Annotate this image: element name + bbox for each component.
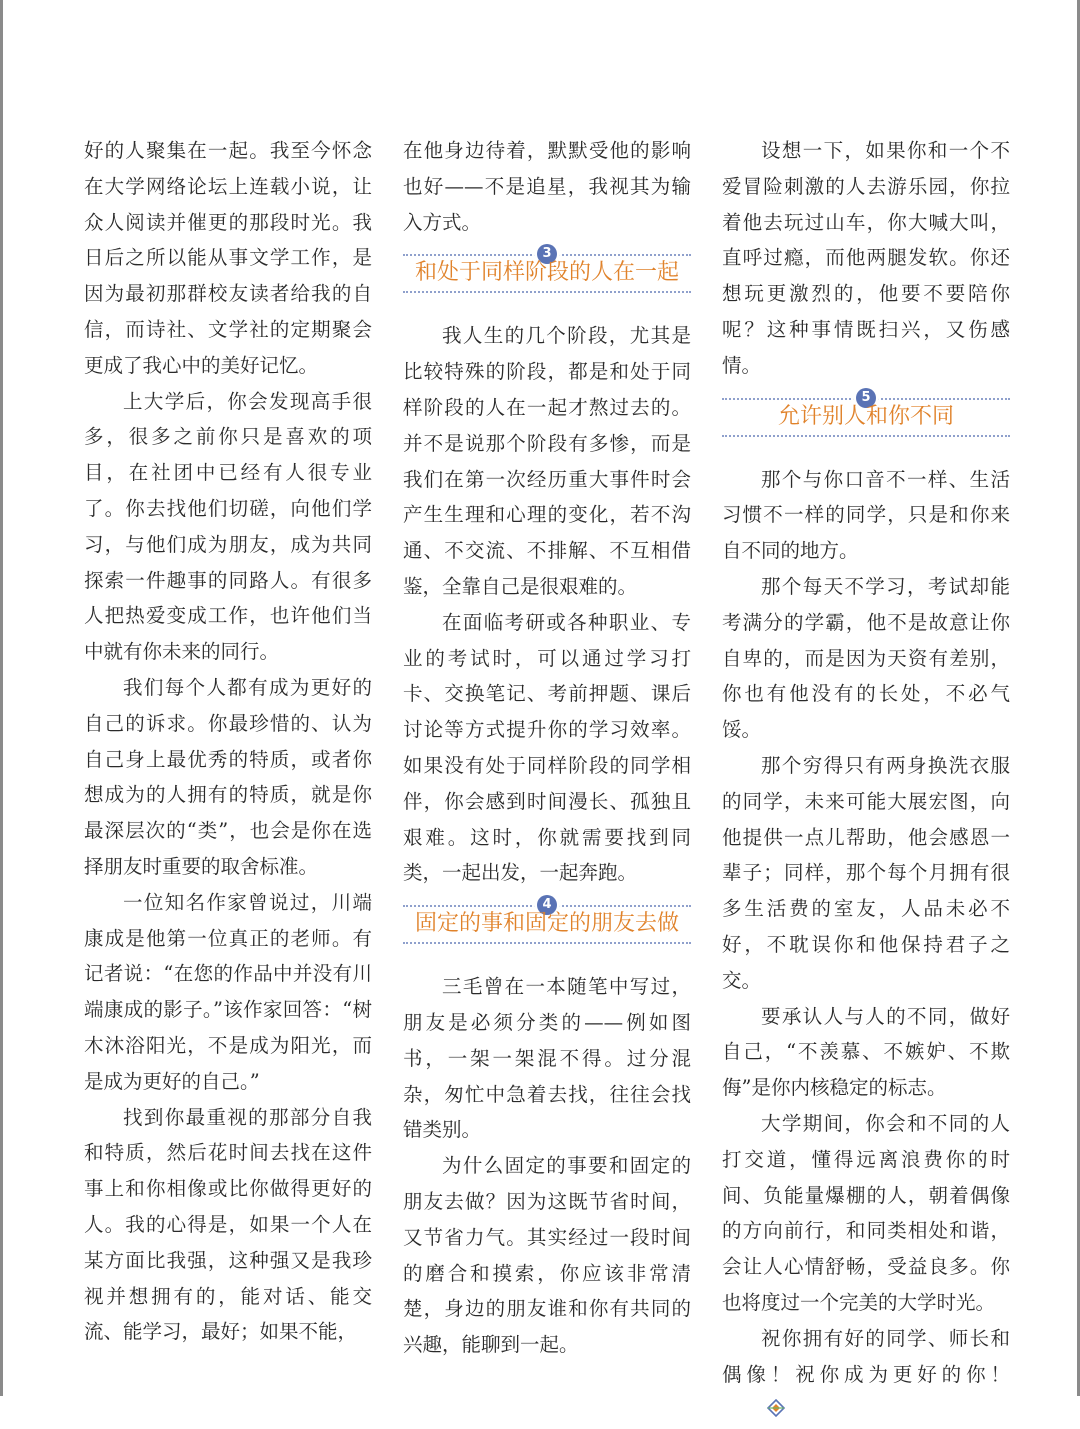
paragraph: 我人生的几个阶段，尤其是比较特殊的阶段，都是和处于同样阶段的人在一起才熬过去的。并不是说那个阶段有多惨，而是我们在第一次经历重大事件时会产生生理和心理的变化，若不沟通、不交流、不排解、不互相借鉴，全靠自己是很艰难的。 bbox=[403, 324, 691, 598]
section-number-badge: 3 bbox=[537, 244, 557, 264]
paragraph: 要承认人与人的不同，做好自己，“不羡慕、不嫉妒、不欺侮”是你内核稳定的标志。 bbox=[722, 1004, 1010, 1100]
paragraph: 为什么固定的事要和固定的朋友去做？因为这既节省时间，又节省力气。其实经过一段时间的磨合和摸索，你应该非常清楚，身边的朋友谁和你有共同的兴趣，能聊到一起。 bbox=[403, 1154, 691, 1357]
paragraph: 好的人聚集在一起。我至今怀念在大学网络论坛上连载小说，让众人阅读并催更的那段时光。我日后之所以能从事文学工作，是因为最初那群校友读者给我的自信，而诗社、文学社的定期聚会更成了我心中的美好记忆。 bbox=[84, 139, 372, 377]
section-title: 固定的事和固定的朋友去做 bbox=[414, 911, 679, 937]
paragraph: 一位知名作家曾说过，川端康成是他第一位真正的老师。有记者说：“在您的作品中并没有川端康成的影子。”该作家回答：“树木沐浴阳光，不是成为阳光，而是成为更好的自己。” bbox=[84, 890, 372, 1093]
dotted-rule-bottom bbox=[722, 435, 1010, 437]
paragraph: 三毛曾在一本随笔中写过，朋友是必须分类的——例如图书，一架一架混不得。过分混杂，匆忙中急着去找，往往会找错类别。 bbox=[403, 975, 691, 1142]
text-column-2 bbox=[403, 133, 691, 1363]
paragraph: 上大学后，你会发现高手很多，很多之前你只是喜欢的项目，在社团中已经有人很专业了。你去找他们切磋，向他们学习，与他们成为朋友，成为共同探索一件趣事的同路人。有很多人把热爱变成工作，也许他们当中就有你未来的同行。 bbox=[84, 389, 372, 664]
end-mark-icon bbox=[728, 1393, 785, 1429]
section-heading-4 bbox=[403, 897, 691, 952]
section-title: 和处于同样阶段的人在一起 bbox=[414, 260, 679, 286]
section-number-badge: 5 bbox=[856, 388, 876, 408]
paragraph: 在面临考研或各种职业、专业的考试时，可以通过学习打卡、交换笔记、考前押题、课后讨论等方式提升你的学习效率。如果没有处于同样阶段的同学相伴，你会感到时间漫长、孤独且艰难。这时，你就需要找到同类，一起出发，一起奔跑。 bbox=[403, 610, 691, 885]
paragraph: 设想一下，如果你和一个不爱冒险刺激的人去游乐园，你拉着他去玩过山车，你大喊大叫，直呼过瘾，而他两腿发软。你还想玩更激烈的，他要不要陪你呢？这种事情既扫兴，又伤感情。 bbox=[722, 139, 1010, 377]
paragraph: 大学期间，你会和不同的人打交道，懂得远离浪费你的时间、负能量爆棚的人，朝着偶像的方向前行，和同类相处和谐，会让人心情舒畅，受益良多。你也将度过一个完美的大学时光。 bbox=[722, 1111, 1010, 1314]
paragraph: 我们每个人都有成为更好的自己的诉求。你最珍惜的、认为自己身上最优秀的特质，或者你想成为的人拥有的特质，就是你最深层次的“类”，也会是你在选择朋友时重要的取舍标准。 bbox=[84, 675, 372, 878]
section-heading-5 bbox=[722, 390, 1010, 445]
text-column-3 bbox=[722, 133, 1010, 1429]
section-number-badge: 4 bbox=[537, 895, 557, 915]
paragraph: 在他身边待着，默默受他的影响也好——不是追星，我视其为输入方式。 bbox=[403, 139, 691, 234]
paragraph: 那个穷得只有两身换洗衣服的同学，未来可能大展宏图，向他提供一点儿帮助，他会感恩一辈子；同样，那个每个月拥有很多生活费的室友，人品未必不好，不耽误你和他保持君子之交。 bbox=[722, 753, 1010, 992]
closing-text: 祝你拥有好的同学、师长和偶像！祝你成为更好的你！ bbox=[722, 1326, 1010, 1386]
section-title: 允许别人和你不同 bbox=[777, 403, 954, 429]
section-heading-3 bbox=[403, 246, 691, 301]
paragraph: 那个与你口音不一样、生活习惯不一样的同学，只是和你来自不同的地方。 bbox=[722, 467, 1010, 563]
dotted-rule-bottom bbox=[403, 291, 691, 293]
paragraph: 那个每天不学习，考试却能考满分的学霸，他不是故意让你自卑的，而是因为天资有差别，你也有他没有的长处，不必气馁。 bbox=[722, 574, 1010, 742]
page-edge-left bbox=[0, 0, 3, 1396]
text-column-1 bbox=[84, 133, 372, 1350]
final-paragraph bbox=[722, 1321, 1010, 1429]
dotted-rule-bottom bbox=[403, 942, 691, 944]
paragraph: 找到你最重视的那部分自我和特质，然后花时间去找在这件事上和你相像或比你做得更好的人。我的心得是，如果一个人在某方面比我强，这种强又是我珍视并想拥有的，能对话、能交流、能学习，最好；如果不能， bbox=[84, 1105, 372, 1344]
